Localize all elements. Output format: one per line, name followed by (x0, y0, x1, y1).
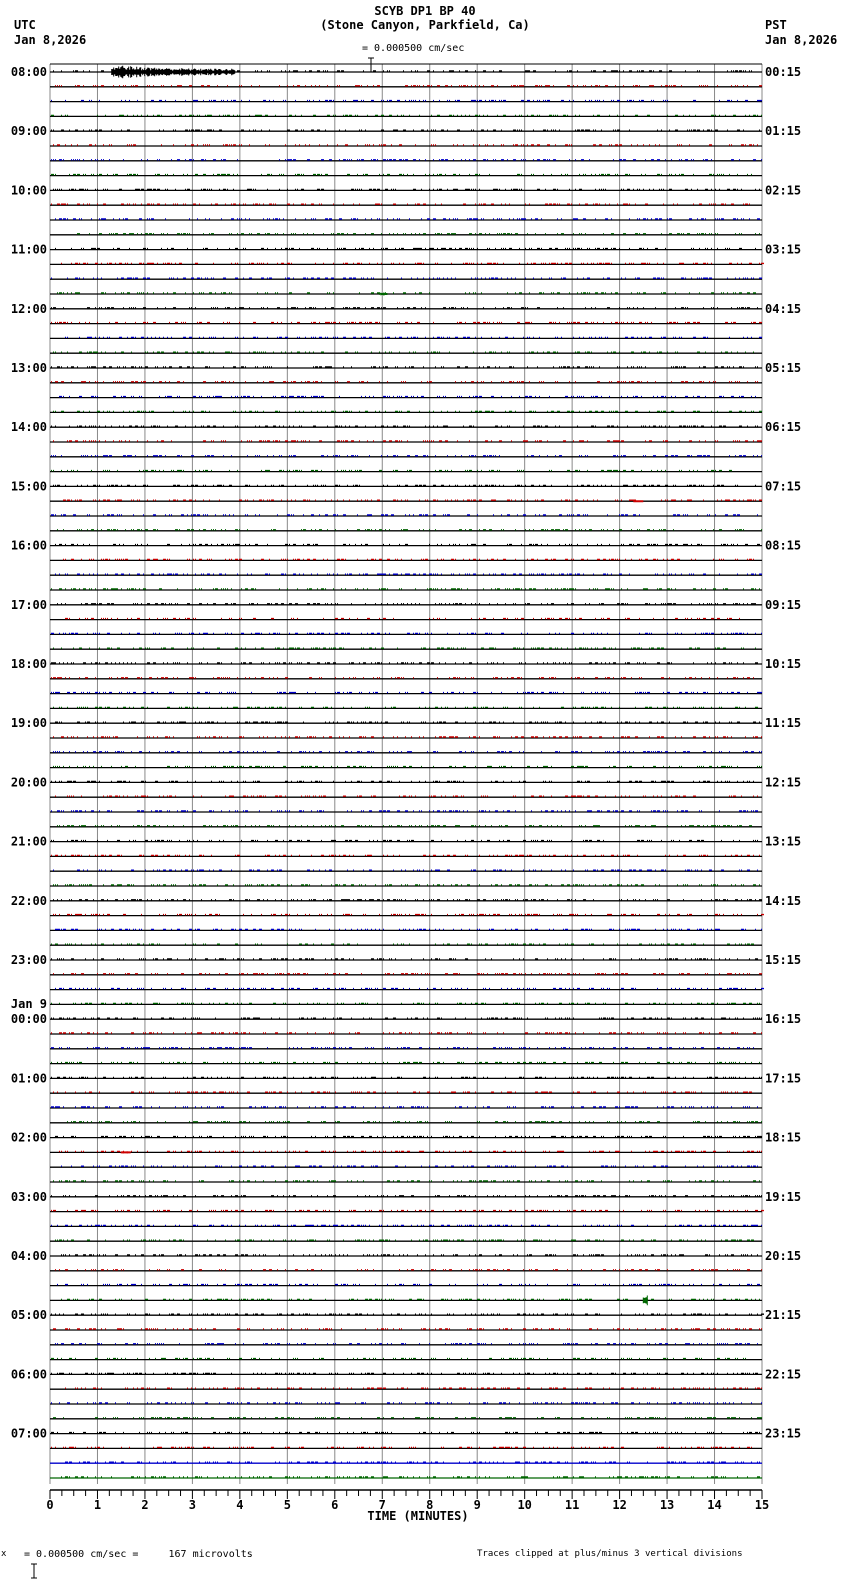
utc-hour-label: 23:00 (10, 953, 47, 967)
pst-hour-label: 03:15 (765, 242, 802, 257)
x-tick-label: 5 (283, 1498, 291, 1512)
utc-hour-label: 15:00 (10, 479, 47, 494)
utc-hour-label: 09:00 (10, 124, 47, 139)
pst-hour-label: 21:15 (765, 1308, 802, 1323)
clip-note: Traces clipped at plus/minus 3 vertical divisions (477, 1549, 743, 1559)
x-axis-label: TIME (MINUTES) (367, 1509, 469, 1523)
x-tick-label: 11 (564, 1498, 580, 1512)
x-tick-label: 8 (426, 1498, 434, 1512)
utc-hour-label: 12:00 (10, 301, 47, 316)
utc-hour-label: 16:00 (10, 538, 47, 553)
left-date: Jan 8,2026 (14, 33, 87, 47)
pst-hour-label: 14:15 (765, 893, 802, 908)
utc-hour-label: 03:00 (10, 1189, 47, 1204)
utc-hour-label: 04:00 (10, 1249, 47, 1263)
pst-hour-label: 05:15 (765, 361, 802, 375)
pst-hour-label: 23:15 (765, 1426, 802, 1441)
pst-hour-label: 07:15 (765, 479, 802, 494)
footer-scale-bar-icon (11, 1544, 19, 1560)
pst-hour-label: 00:15 (765, 65, 802, 79)
traces (50, 71, 764, 1478)
pst-hour-label: 18:15 (765, 1130, 802, 1145)
pst-hour-label: 11:15 (765, 716, 802, 731)
pst-hour-label: 17:15 (765, 1071, 802, 1086)
x-tick-label: 2 (141, 1498, 149, 1512)
utc-hour-label: 06:00 (10, 1367, 47, 1382)
utc-hour-label: 17:00 (10, 597, 47, 612)
utc-hour-label: 05:00 (10, 1308, 47, 1323)
x-tick-label: 12 (612, 1498, 627, 1512)
pst-hour-label: 02:15 (765, 183, 802, 198)
utc-hour-label: 07:00 (10, 1426, 47, 1441)
x-tick-label: 9 (473, 1498, 481, 1512)
pst-hour-label: 08:15 (765, 538, 802, 553)
pst-hour-label: 22:15 (765, 1367, 802, 1382)
pst-hour-label: 12:15 (765, 775, 802, 790)
x-tick-label: 13 (659, 1498, 675, 1512)
utc-hour-label: 14:00 (10, 420, 47, 435)
pst-hour-label: 06:15 (765, 420, 802, 435)
scale-label: = 0.000500 cm/sec (362, 43, 465, 54)
utc-hour-label: 19:00 (10, 716, 47, 731)
x-tick-label: 15 (754, 1498, 770, 1512)
right-date: Jan 8,2026 (765, 33, 838, 47)
x-tick-label: 14 (707, 1498, 722, 1512)
pst-hour-label: 15:15 (765, 953, 802, 967)
utc-hour-label: 02:00 (10, 1130, 47, 1145)
left-timezone: UTC (14, 18, 36, 32)
pst-hour-label: 04:15 (765, 301, 802, 316)
utc-hour-label: 18:00 (10, 657, 47, 671)
utc-hour-label: 21:00 (10, 834, 47, 849)
pst-hour-label: 16:15 (765, 1012, 802, 1027)
pst-hour-label: 20:15 (765, 1249, 802, 1263)
pst-hour-label: 01:15 (765, 124, 802, 139)
x-tick-label: 6 (331, 1498, 339, 1512)
station-location: (Stone Canyon, Parkfield, Ca) (320, 18, 530, 32)
x-axis (46, 1490, 769, 1523)
utc-hour-label: 13:00 (10, 361, 47, 375)
utc-hour-label: 20:00 (10, 775, 47, 790)
utc-hour-label: 10:00 (10, 183, 47, 198)
footer-scale-prefix: x (1, 1549, 7, 1559)
utc-hour-label: 11:00 (10, 242, 47, 257)
x-tick-label: 7 (378, 1498, 386, 1512)
pst-hour-label: 13:15 (765, 834, 802, 849)
x-tick-label: 4 (236, 1498, 244, 1512)
x-tick-label: 10 (517, 1498, 532, 1512)
x-tick-label: 1 (93, 1498, 102, 1512)
x-tick-label: 0 (46, 1498, 54, 1512)
pst-hour-label: 19:15 (765, 1189, 802, 1204)
chart-title: SCYB DP1 BP 40 (374, 4, 476, 18)
utc-hour-label: 00:00 (10, 1012, 47, 1027)
utc-hour-label: 08:00 (10, 65, 47, 79)
pst-hour-label: 09:15 (765, 597, 802, 612)
utc-hour-label: 22:00 (10, 893, 47, 908)
date-change-label: Jan 9 (10, 997, 47, 1012)
right-timezone: PST (765, 18, 787, 32)
footer-scale-label: = 0.000500 cm/sec = 167 microvolts (24, 1549, 253, 1560)
x-tick-label: 3 (188, 1498, 197, 1512)
utc-hour-label: 01:00 (10, 1071, 47, 1086)
pst-hour-label: 10:15 (765, 657, 802, 671)
